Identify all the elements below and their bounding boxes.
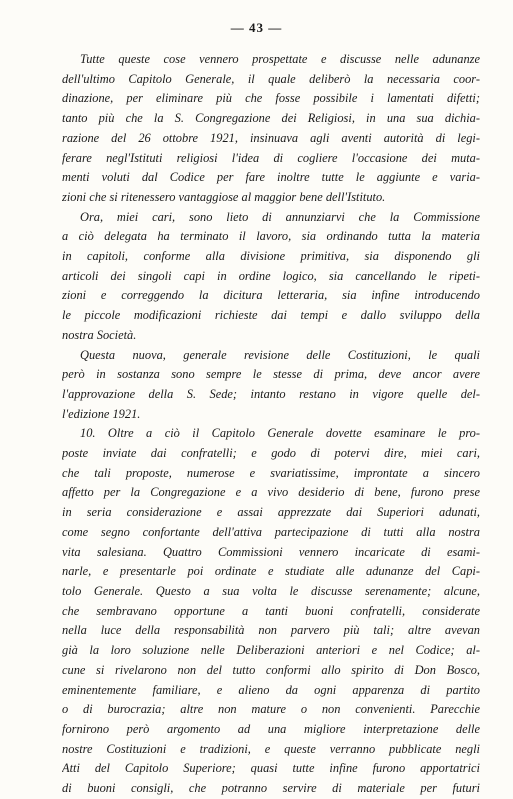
text-line: l'edizione 1921.	[62, 406, 141, 421]
text-line: razione del 26 ottobre 1921, insinuava agli aventi autorità di legi-	[62, 130, 480, 145]
text-line: ferare negl'Istituti religiosi l'idea di cogliere l'occasione dei muta-	[62, 150, 480, 165]
text-line: nostre Costituzioni e tradizioni, e queste verranno pubblicate negli	[62, 741, 480, 756]
text-line: di buoni consigli, che potranno servire di materiale per futuri	[62, 781, 480, 796]
paragraph	[62, 346, 480, 425]
text-line: 10. Oltre a ciò il Capitolo Generale dovette esaminare le pro-	[80, 426, 480, 441]
text-line: zioni che si ritenessero vantaggiose al maggior bene dell'Istituto.	[62, 189, 386, 204]
text-line: dell'ultimo Capitolo Generale, il quale deliberò la necessaria coor-	[62, 71, 480, 86]
text-line: Ora, miei cari, sono lieto di annunziarvi che la Commissione	[80, 209, 480, 224]
page-number: — 43 —	[230, 20, 283, 35]
text-line: fornirono però argomento ad una migliore interpretazione delle	[62, 721, 480, 736]
text-line: nella luce della responsabilità non parvero più tali; altre avevan	[62, 623, 480, 638]
text-line: già la loro soluzione nelle Deliberazioni anteriori e nel Codice; al-	[62, 643, 480, 658]
text-line: Questa nuova, generale revisione delle Costituzioni, le quali	[80, 347, 480, 362]
text-line: affetto per la Congregazione e a vivo desiderio di bene, furono prese	[62, 485, 480, 500]
paragraph	[62, 424, 480, 798]
text-line: vita salesiana. Quattro Commissioni vennero incaricate di esami-	[62, 544, 480, 559]
text-line: poste inviate dai confratelli; e godo di potervi dire, miei cari,	[62, 446, 480, 461]
text-line: cune si rivelarono non del tutto conformi allo spirito di Don Bosco,	[62, 662, 480, 677]
text-line: articoli dei singoli capi in ordine logico, sia cancellando le ripeti-	[62, 268, 480, 283]
text-line: menti voluti dal Codice per fare inoltre tutte le aggiunte e varia-	[62, 170, 480, 185]
paragraph	[62, 50, 480, 208]
paragraph	[62, 208, 480, 346]
text-line: come segno confortante dell'attiva partecipazione di tutti alla nostra	[62, 524, 480, 539]
text-line: in capitoli, conforme alla divisione primitiva, sia disponendo gli	[62, 249, 480, 264]
text-line: tolo Generale. Questo a sua volta le discusse serenamente; alcune,	[62, 583, 480, 598]
text-line: Tutte queste cose vennero prospettate e discusse nelle adunanze	[80, 52, 480, 66]
body-text	[62, 50, 480, 799]
text-line: che tali proposte, numerose e svariatissime, improntate a sincero	[62, 465, 480, 480]
text-line: che sembravano opportune a tanti buoni confratelli, considerate	[62, 603, 480, 618]
text-line: Atti del Capitolo Superiore; quasi tutte infine furono apportatrici	[62, 761, 480, 776]
text-line: o di burocrazia; altre non mature o non convenienti. Parecchie	[62, 702, 480, 717]
text-line: l'approvazione della S. Sede; intanto restano in vigore quelle del-	[62, 386, 480, 401]
text-line: nostra Società.	[62, 327, 137, 342]
text-line: eminentemente familiare, e alieno da ogni apparenza di partito	[62, 682, 480, 697]
text-line: dinazione, per eliminare più che fosse possibile i lamentati difetti;	[62, 91, 480, 106]
text-line: le piccole modificazioni richieste dai tempi e dallo sviluppo della	[62, 308, 480, 323]
text-line: narle, e presentarle poi ordinate e studiate alle adunanze del Capi-	[62, 564, 480, 579]
text-line: tanto più che la S. Congregazione dei Religiosi, in una sua dichia-	[62, 111, 480, 126]
text-line: a ciò delegata ha terminato il lavoro, sia ordinando tutta la materia	[62, 229, 480, 244]
text-line: in seria considerazione e assai apprezzate dai Superiori adunati,	[62, 505, 480, 520]
text-line: però in sostanza sono sempre le stesse di prima, deve ancor avere	[62, 367, 480, 382]
text-line: zioni e correggendo la dicitura letteraria, sia infine introducendo	[62, 288, 480, 303]
